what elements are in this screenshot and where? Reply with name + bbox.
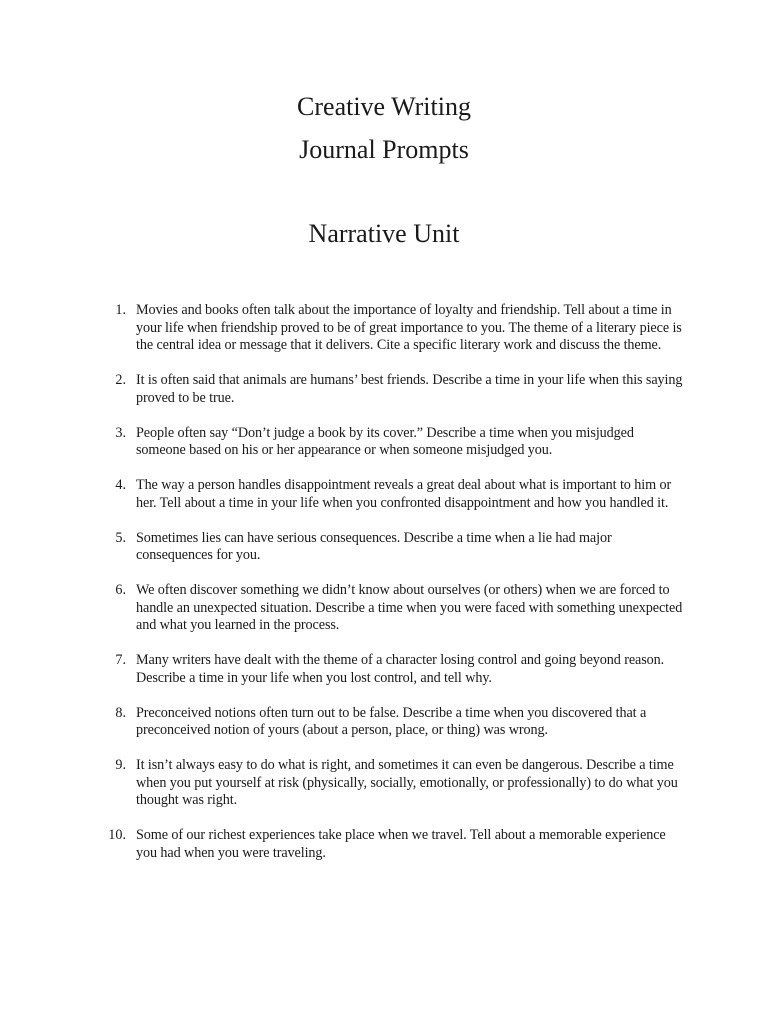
prompt-item <box>0 425 768 460</box>
prompt-number: 10. <box>108 827 126 843</box>
prompt-item <box>0 827 768 862</box>
prompt-number: 9. <box>115 757 126 773</box>
prompt-number: 5. <box>115 529 126 546</box>
prompt-item <box>0 757 768 810</box>
prompt-item <box>0 652 768 687</box>
prompt-item <box>0 372 768 407</box>
prompt-text: Sometimes lies can have serious consequences. Describe a time when a lie had major consequences for you. <box>136 529 612 563</box>
prompt-list <box>0 302 768 880</box>
prompt-number: 6. <box>115 582 126 598</box>
prompt-number: 4. <box>115 477 126 493</box>
prompt-text: It is often said that animals are humans’ best friends. Describe a time in your life when this saying proved to be true. <box>136 372 683 406</box>
prompt-text: The way a person handles disappointment reveals a great deal about what is important to him or her. Tell about a time in your life when you confronted disappointment and how you handled it. <box>136 477 672 511</box>
prompt-number: 8. <box>115 704 126 721</box>
prompt-text: It isn’t always easy to do what is right, and sometimes it can even be dangerous. Describe a time when you put yourself at risk (physically, socially, emotionally, or professionally) to do what you thought was right. <box>136 757 678 808</box>
prompt-text: Some of our richest experiences take place when we travel. Tell about a memorable experience you had when you were traveling. <box>136 827 666 861</box>
title-line-2: Journal Prompts <box>299 135 469 164</box>
prompt-text: Many writers have dealt with the theme of a character losing control and going beyond reason. Describe a time in your life when you lost control, and tell why. <box>136 652 665 686</box>
prompt-number: 7. <box>115 652 126 668</box>
prompt-number: 2. <box>115 372 126 388</box>
prompt-text: People often say “Don’t judge a book by its cover.” Describe a time when you misjudged someone based on his or her appearance or when someone misjudged you. <box>136 424 634 458</box>
prompt-number: 1. <box>115 302 126 318</box>
prompt-number: 3. <box>115 424 126 441</box>
prompt-item <box>0 582 768 635</box>
title-line-1: Creative Writing <box>297 92 471 121</box>
prompt-text: Preconceived notions often turn out to be false. Describe a time when you discovered that a preconceived notion of yours (about a person, place, or thing) was wrong. <box>136 704 647 738</box>
prompt-text: We often discover something we didn’t know about ourselves (or others) when we are forced to handle an unexpected situation. Describe a time when you were faced with something unexpected and what you learned in the process. <box>136 582 683 633</box>
prompt-text: Movies and books often talk about the importance of loyalty and friendship. Tell about a time in your life when friendship proved to be of great importance to you. The theme of a literary piece is the central idea or message that it delivers. Cite a specific literary work and discuss the theme. <box>136 302 682 353</box>
prompt-item <box>0 530 768 565</box>
unit-subtitle: Narrative Unit <box>308 219 460 248</box>
prompt-item <box>0 477 768 512</box>
prompt-item <box>0 302 768 355</box>
prompt-item <box>0 705 768 740</box>
